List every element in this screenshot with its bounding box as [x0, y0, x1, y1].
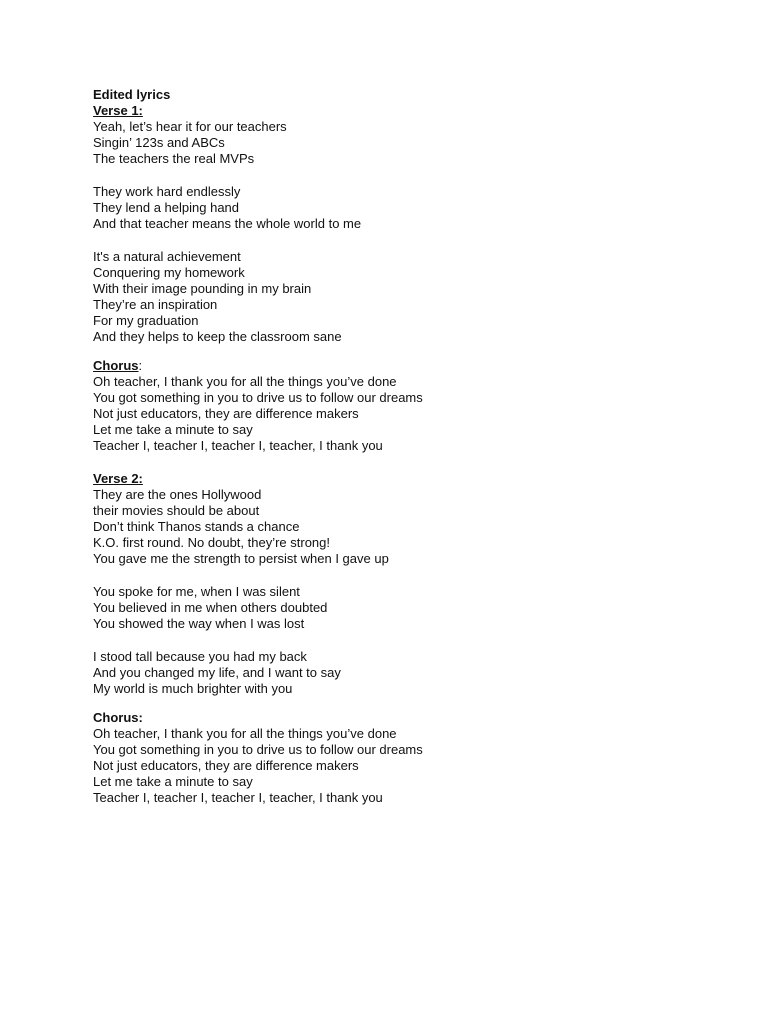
- lyric-line: their movies should be about: [93, 503, 260, 518]
- lyric-line: And they helps to keep the classroom sane: [93, 329, 342, 344]
- lyric-line: For my graduation: [93, 313, 199, 328]
- lyric-line: Oh teacher, I thank you for all the things you’ve done: [93, 726, 397, 741]
- lyric-line: Let me take a minute to say: [93, 422, 253, 437]
- lyric-line: Not just educators, they are difference makers: [93, 758, 359, 773]
- lyric-line: Not just educators, they are difference makers: [93, 406, 359, 421]
- lyric-line: They are the ones Hollywood: [93, 487, 262, 502]
- lyric-line: You got something in you to drive us to follow our dreams: [93, 742, 423, 757]
- verse-2-heading: Verse 2:: [93, 471, 143, 486]
- lyric-line: Yeah, let’s hear it for our teachers: [93, 119, 287, 134]
- lyric-line: Don’t think Thanos stands a chance: [93, 519, 300, 534]
- lyric-line: Oh teacher, I thank you for all the things you’ve done: [93, 374, 397, 389]
- lyric-line: They lend a helping hand: [93, 200, 240, 215]
- lyric-line: I stood tall because you had my back: [93, 649, 307, 664]
- lyric-line: Let me take a minute to say: [93, 774, 253, 789]
- document-title: Edited lyrics: [93, 87, 171, 102]
- chorus-1-heading-suffix: :: [138, 358, 143, 373]
- chorus-2-heading: Chorus:: [93, 710, 143, 725]
- lyric-line: You gave me the strength to persist when I gave up: [93, 551, 389, 566]
- lyric-line: Teacher I, teacher I, teacher I, teacher, I thank you: [93, 790, 383, 805]
- lyric-line: Conquering my homework: [93, 265, 245, 280]
- lyric-line: Singin’ 123s and ABCs: [93, 135, 225, 150]
- lyric-line: You believed in me when others doubted: [93, 600, 328, 615]
- lyric-line: My world is much brighter with you: [93, 681, 293, 696]
- chorus-1-heading-text: Chorus: [93, 358, 139, 373]
- lyric-line: You spoke for me, when I was silent: [93, 584, 300, 599]
- lyric-line: K.O. first round. No doubt, they’re strong!: [93, 535, 331, 550]
- chorus-1-heading: [93, 358, 713, 374]
- lyric-line: The teachers the real MVPs: [93, 151, 255, 166]
- lyric-line: And that teacher means the whole world to me: [93, 216, 362, 231]
- lyric-line: With their image pounding in my brain: [93, 281, 312, 296]
- lyrics-body: [93, 87, 713, 806]
- lyric-line: You got something in you to drive us to follow our dreams: [93, 390, 423, 405]
- lyric-line: And you changed my life, and I want to say: [93, 665, 341, 680]
- lyric-line: They work hard endlessly: [93, 184, 241, 199]
- lyric-line: You showed the way when I was lost: [93, 616, 305, 631]
- lyric-line: It's a natural achievement: [93, 249, 241, 264]
- verse-1-heading: Verse 1:: [93, 103, 143, 118]
- lyric-line: They’re an inspiration: [93, 297, 218, 312]
- lyric-line: Teacher I, teacher I, teacher I, teacher, I thank you: [93, 438, 383, 453]
